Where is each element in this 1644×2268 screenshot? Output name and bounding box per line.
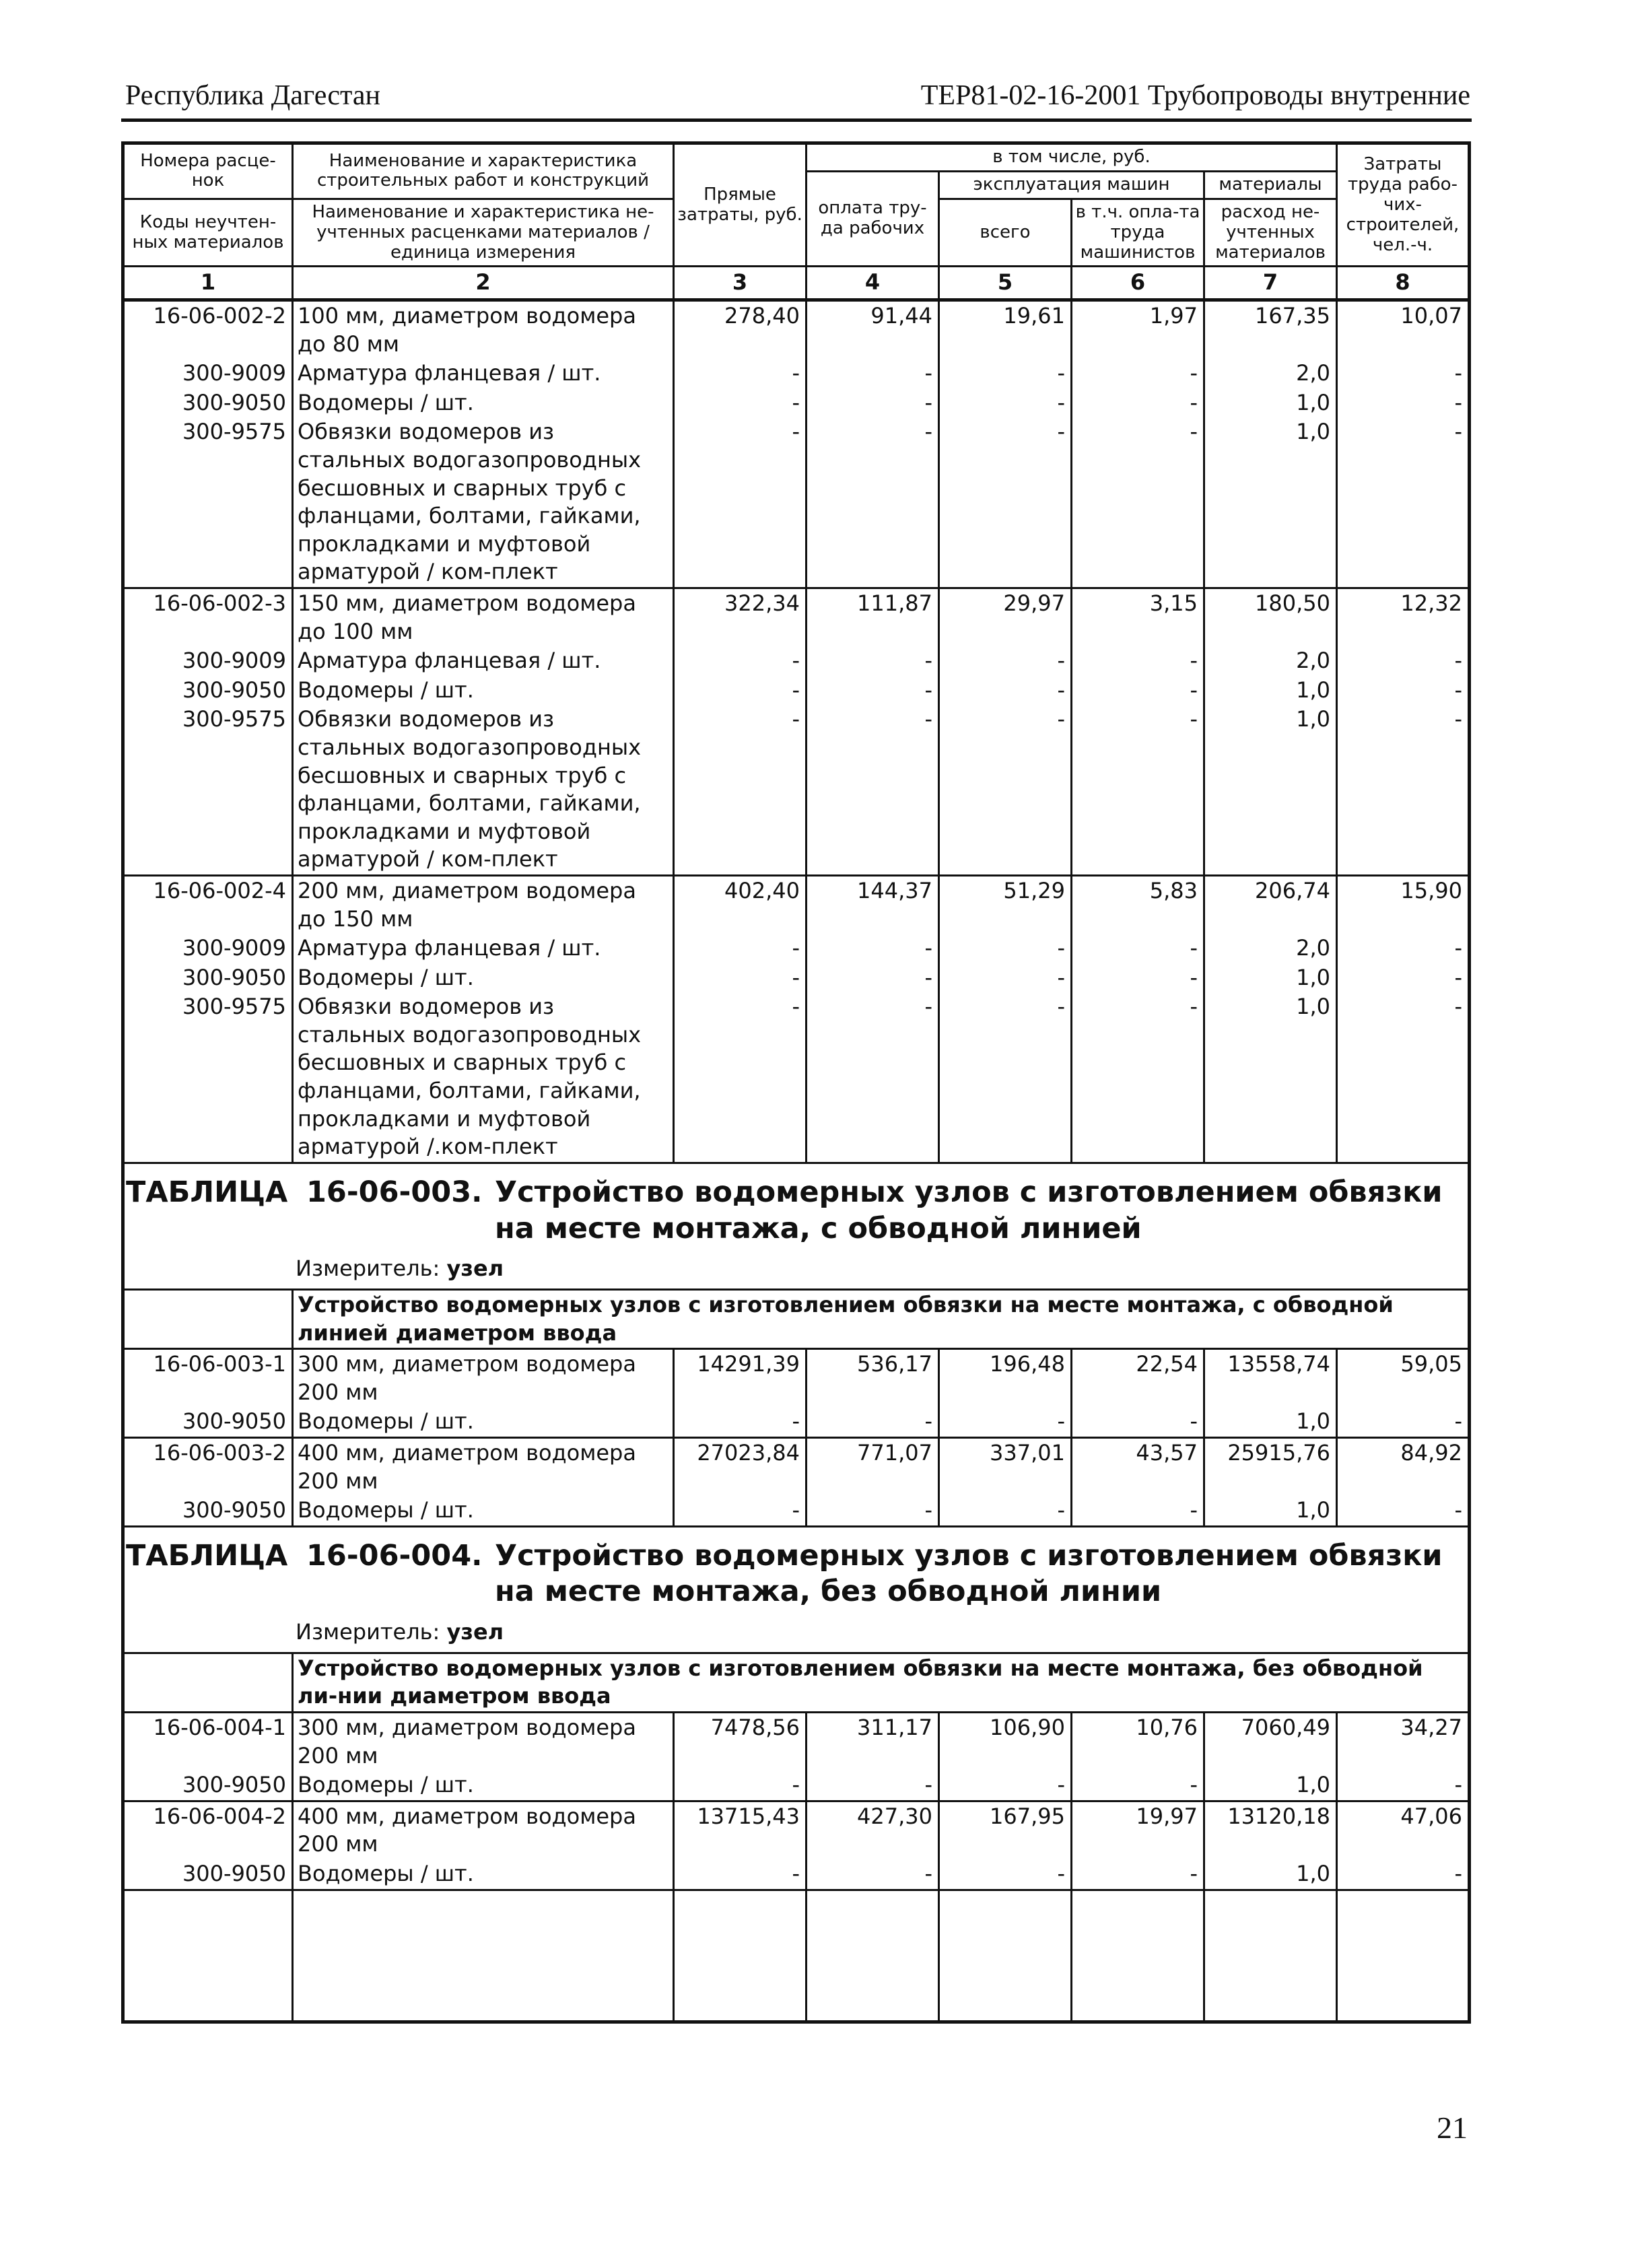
material-code: 300-9050 [123,1407,293,1437]
material-value: - [939,934,1072,963]
section-004-heading [123,1526,1470,1653]
rate-value: 84,92 [1337,1437,1470,1496]
rate-row [123,1801,1470,1859]
column-number: 6 [1072,267,1204,300]
material-value: - [807,1859,939,1890]
material-value: - [939,388,1072,418]
rate-value: 13715,43 [674,1801,807,1859]
material-value: - [807,388,939,418]
column-number: 4 [807,267,939,300]
unit-of-measure [296,1255,1464,1283]
material-value: 2,0 [1204,646,1337,676]
section-title: Устройство водомерных узлов с изготовлением обвязки на месте монтажа, с обводной линией [495,1175,1443,1245]
material-value: - [674,676,807,706]
rate-value: 91,44 [807,300,939,359]
material-row [123,676,1470,706]
rate-value: 19,61 [939,300,1072,359]
material-value: - [674,1771,807,1801]
rate-value: 167,95 [939,1801,1072,1859]
material-value: - [674,646,807,676]
rate-value: 34,27 [1337,1712,1470,1771]
material-value: - [1072,1771,1204,1801]
material-value: - [939,1771,1072,1801]
material-code: 300-9050 [123,1859,293,1890]
table-003-body [123,1349,1470,1527]
material-description: Водомеры / шт. [293,676,674,706]
material-value: - [1072,1496,1204,1526]
rate-description: 100 мм, диаметром водомера до 80 мм [293,300,674,359]
material-value: - [807,963,939,993]
material-value: - [1337,388,1470,418]
section-label: ТАБЛИЦА [126,1538,288,1573]
head-direct-costs: Прямые затраты, руб. [674,143,807,267]
column-number: 5 [939,267,1072,300]
rate-code: 16-06-002-2 [123,300,293,359]
rate-value: 13558,74 [1204,1349,1337,1408]
head-rate-numbers: Номера расце-нок [123,143,293,199]
unit-of-measure [296,1618,1464,1647]
rate-value: 106,90 [939,1712,1072,1771]
material-value: - [939,1407,1072,1437]
rate-value: 536,17 [807,1349,939,1408]
column-numbers-row [123,267,1470,300]
material-row [123,963,1470,993]
material-value: 1,0 [1204,1407,1337,1437]
rate-value: 22,54 [1072,1349,1204,1408]
material-row [123,1771,1470,1801]
material-value: - [1072,646,1204,676]
material-value: - [939,705,1072,875]
head-work-name: Наименование и характеристика строительных работ и конструкций [293,143,674,199]
rate-value: 311,17 [807,1712,939,1771]
material-row [123,705,1470,875]
material-value: - [1072,992,1204,1163]
material-value: - [1072,1407,1204,1437]
material-value: - [674,934,807,963]
rate-value: 3,15 [1072,588,1204,646]
material-description: Водомеры / шт. [293,1496,674,1526]
rate-description: 400 мм, диаметром водомера 200 мм [293,1801,674,1859]
rate-value: 1,97 [1072,300,1204,359]
material-value: - [674,1496,807,1526]
material-value: - [1337,992,1470,1163]
material-value: - [807,1496,939,1526]
material-row [123,646,1470,676]
section-number: 16-06-004. [306,1538,483,1573]
material-value: - [1337,646,1470,676]
column-number: 8 [1337,267,1470,300]
material-description: Арматура фланцевая / шт. [293,934,674,963]
material-code: 300-9009 [123,359,293,388]
material-row [123,1407,1470,1437]
material-description: Обвязки водомеров из стальных водогазопроводных бесшовных и сварных труб с фланцами, болтами, гайками, прокладками и муфтовой арматурой / ком-плект [293,417,674,588]
material-value: 2,0 [1204,934,1337,963]
material-code: 300-9050 [123,1771,293,1801]
rate-row [123,588,1470,646]
material-value: - [939,1859,1072,1890]
material-value: - [674,963,807,993]
material-value: - [1337,934,1470,963]
rate-value: 14291,39 [674,1349,807,1408]
header-document-title: ТЕР81-02-16-2001 Трубопроводы внутренние [920,80,1470,111]
material-value: - [939,359,1072,388]
material-value: 2,0 [1204,359,1337,388]
material-value: - [939,1496,1072,1526]
material-value: 1,0 [1204,705,1337,875]
price-table [121,141,1471,2024]
rate-code: 16-06-003-1 [123,1349,293,1408]
rate-description: 300 мм, диаметром водомера 200 мм [293,1712,674,1771]
material-value: - [674,705,807,875]
material-value: - [1072,934,1204,963]
material-description: Обвязки водомеров из стальных водогазопроводных бесшовных и сварных труб с фланцами, болтами, гайками, прокладками и муфтовой арматурой /.ком-плект [293,992,674,1163]
material-value: - [807,417,939,588]
material-code: 300-9575 [123,417,293,588]
rate-value: 10,76 [1072,1712,1204,1771]
material-value: - [939,963,1072,993]
material-code: 300-9050 [123,388,293,418]
material-value: 1,0 [1204,1496,1337,1526]
rate-value: 167,35 [1204,300,1337,359]
head-material-name: Наименование и характеристика не-учтенных расценками материалов / единица измерения [293,199,674,267]
material-value: - [1337,1407,1470,1437]
material-value: - [939,992,1072,1163]
material-code: 300-9575 [123,992,293,1163]
section-003 [123,1163,1470,1348]
section-label: ТАБЛИЦА [126,1175,288,1209]
material-value: - [1337,705,1470,875]
material-value: - [1072,388,1204,418]
rate-value: 337,01 [939,1437,1072,1496]
rate-code: 16-06-004-2 [123,1801,293,1859]
material-value: - [674,417,807,588]
material-row [123,388,1470,418]
rate-value: 27023,84 [674,1437,807,1496]
meter-value: узел [446,1256,504,1282]
head-including: в том числе, руб. [807,143,1337,172]
column-number: 2 [293,267,674,300]
rate-value: 13120,18 [1204,1801,1337,1859]
rate-value: 47,06 [1337,1801,1470,1859]
material-value: - [1337,1496,1470,1526]
rate-value: 15,90 [1337,875,1470,934]
rate-description: 300 мм, диаметром водомера 200 мм [293,1349,674,1408]
page-number: 21 [1437,2110,1468,2145]
material-description: Водомеры / шт. [293,1771,674,1801]
rate-description: 150 мм, диаметром водомера до 100 мм [293,588,674,646]
material-value: - [674,1859,807,1890]
material-value: - [674,359,807,388]
rate-value: 322,34 [674,588,807,646]
rate-value: 180,50 [1204,588,1337,646]
rate-row [123,1349,1470,1408]
rate-value: 7060,49 [1204,1712,1337,1771]
rate-row [123,1712,1470,1771]
header-region: Республика Дагестан [125,80,381,111]
material-description: Водомеры / шт. [293,388,674,418]
head-machine-total: всего [939,199,1072,267]
material-description: Водомеры / шт. [293,1859,674,1890]
rate-description: 200 мм, диаметром водомера до 150 мм [293,875,674,934]
meter-label: Измеритель: [296,1256,440,1282]
head-material-codes: Коды неучтен-ных материалов [123,199,293,267]
material-value: - [1337,963,1470,993]
material-value: - [1072,963,1204,993]
material-row [123,1496,1470,1526]
meter-value: узел [446,1619,504,1645]
material-code: 300-9050 [123,1496,293,1526]
rate-description: 400 мм, диаметром водомера 200 мм [293,1437,674,1496]
rate-code: 16-06-002-3 [123,588,293,646]
column-number: 1 [123,267,293,300]
section-004 [123,1526,1470,1712]
material-value: - [1337,1859,1470,1890]
material-code: 300-9009 [123,934,293,963]
head-labor-costs: Затраты труда рабо-чих-строителей, чел.-ч. [1337,143,1470,267]
material-value: - [807,992,939,1163]
material-value: - [1337,676,1470,706]
material-row [123,992,1470,1163]
rate-value: 10,07 [1337,300,1470,359]
material-value: 1,0 [1204,1859,1337,1890]
rate-value: 43,57 [1072,1437,1204,1496]
head-machine-operation: эксплуатация машин [939,171,1204,199]
material-description: Водомеры / шт. [293,963,674,993]
material-code: 300-9050 [123,676,293,706]
rate-row [123,300,1470,359]
material-value: - [674,1407,807,1437]
material-description: Водомеры / шт. [293,1407,674,1437]
material-value: 1,0 [1204,992,1337,1163]
head-materials: материалы [1204,171,1337,199]
rate-value: 278,40 [674,300,807,359]
rate-row [123,875,1470,934]
material-row [123,359,1470,388]
rate-value: 111,87 [807,588,939,646]
material-value: - [1337,359,1470,388]
material-description: Арматура фланцевая / шт. [293,359,674,388]
section-number: 16-06-003. [306,1175,483,1209]
rate-code: 16-06-002-4 [123,875,293,934]
material-description: Обвязки водомеров из стальных водогазопроводных бесшовных и сварных труб с фланцами, болтами, гайками, прокладками и муфтовой арматурой / ком-плект [293,705,674,875]
material-value: - [807,1407,939,1437]
material-value: 1,0 [1204,1771,1337,1801]
material-value: - [1072,676,1204,706]
rate-value: 144,37 [807,875,939,934]
material-value: - [1337,417,1470,588]
blank-area [123,1890,1470,2022]
table-002-body [123,300,1470,1163]
material-value: 1,0 [1204,963,1337,993]
material-value: - [674,992,807,1163]
rate-value: 12,32 [1337,588,1470,646]
material-value: - [1072,359,1204,388]
section-subtitle: Устройство водомерных узлов с изготовлением обвязки на месте монтажа, с обводной линией диаметром ввода [293,1289,1470,1348]
rate-value: 19,97 [1072,1801,1204,1859]
table-004-body [123,1712,1470,1890]
material-value: - [1337,1771,1470,1801]
material-value: - [1072,1859,1204,1890]
rate-value: 25915,76 [1204,1437,1337,1496]
head-material-consumption: расход не-учтенных материалов [1204,199,1337,267]
material-value: 1,0 [1204,676,1337,706]
material-value: - [807,705,939,875]
material-value: - [807,1771,939,1801]
material-code: 300-9009 [123,646,293,676]
material-value: 1,0 [1204,417,1337,588]
rate-value: 402,40 [674,875,807,934]
header-rule [121,118,1472,122]
column-number: 3 [674,267,807,300]
column-number: 7 [1204,267,1337,300]
rate-value: 206,74 [1204,875,1337,934]
table-head [123,143,1470,300]
rate-value: 771,07 [807,1437,939,1496]
material-description: Арматура фланцевая / шт. [293,646,674,676]
rate-code: 16-06-004-1 [123,1712,293,1771]
rate-value: 427,30 [807,1801,939,1859]
rate-value: 7478,56 [674,1712,807,1771]
rate-value: 29,97 [939,588,1072,646]
material-value: - [939,646,1072,676]
material-value: - [807,359,939,388]
material-value: - [939,676,1072,706]
rate-value: 51,29 [939,875,1072,934]
material-value: - [1072,705,1204,875]
material-value: - [807,676,939,706]
head-machinist-pay: в т.ч. опла-та труда машинистов [1072,199,1204,267]
rate-row [123,1437,1470,1496]
material-code: 300-9050 [123,963,293,993]
material-value: 1,0 [1204,388,1337,418]
material-value: - [807,646,939,676]
section-subtitle: Устройство водомерных узлов с изготовлением обвязки на месте монтажа, без обводной ли-нии диаметром ввода [293,1653,1470,1712]
rate-value: 5,83 [1072,875,1204,934]
section-title: Устройство водомерных узлов с изготовлением обвязки на месте монтажа, без обводной линии [495,1538,1443,1609]
material-value: - [1072,417,1204,588]
material-value: - [807,934,939,963]
meter-label: Измеритель: [296,1619,440,1645]
rate-value: 59,05 [1337,1349,1470,1408]
material-row [123,1859,1470,1890]
material-row [123,934,1470,963]
material-row [123,417,1470,588]
material-value: - [674,388,807,418]
rate-code: 16-06-003-2 [123,1437,293,1496]
material-value: - [939,417,1072,588]
section-003-heading [123,1163,1470,1289]
head-worker-pay: оплата тру-да рабочих [807,171,939,267]
material-code: 300-9575 [123,705,293,875]
rate-value: 196,48 [939,1349,1072,1408]
